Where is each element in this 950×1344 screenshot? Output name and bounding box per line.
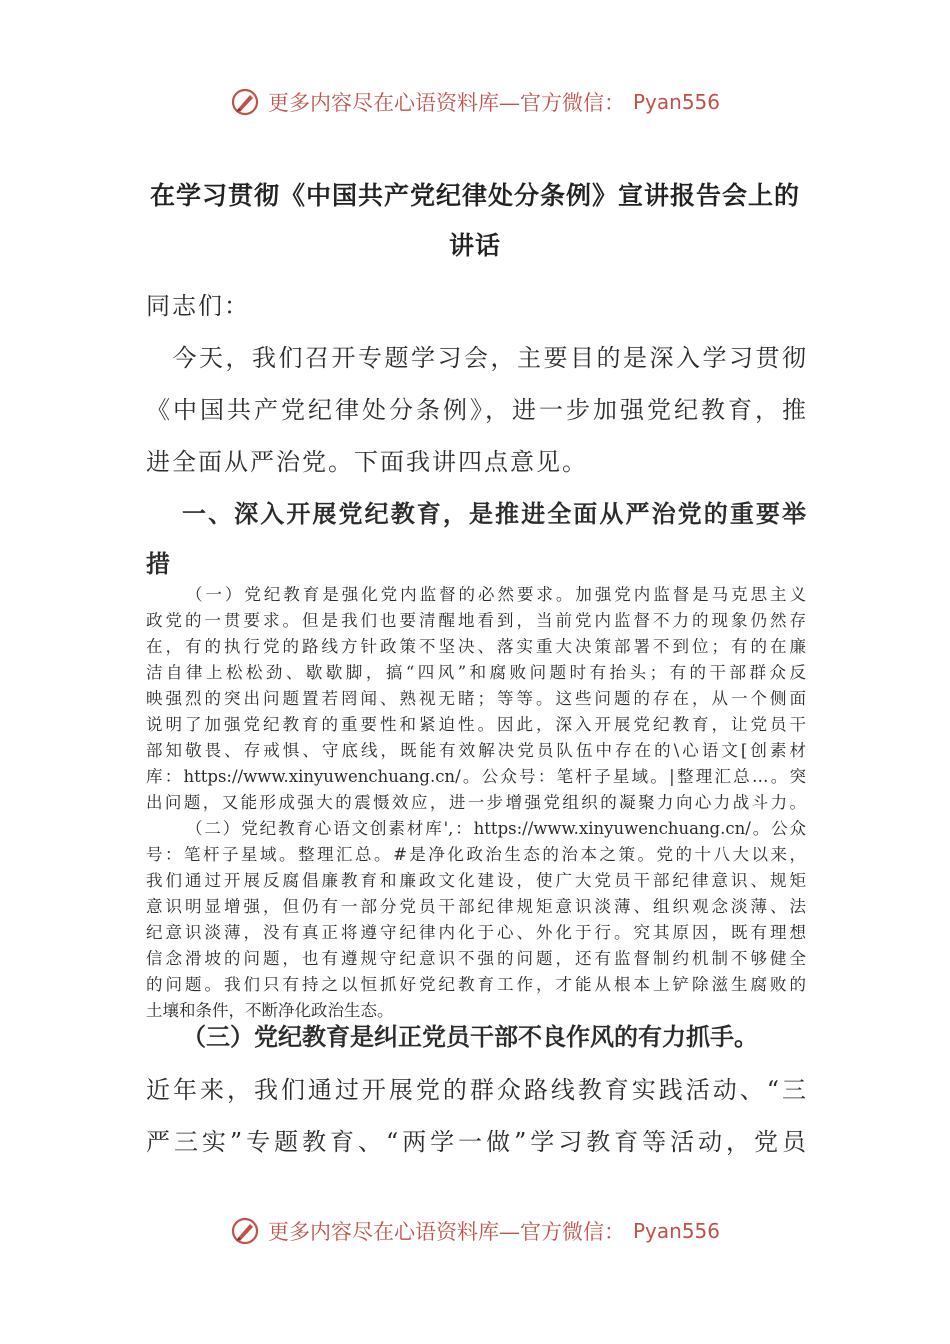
body-line: 土壤和条件，不断净化政治生态。: [146, 1001, 394, 1020]
pen-logo-icon: [230, 87, 260, 117]
watermark-handle: Pyan556: [632, 90, 720, 114]
watermark-text: 更多内容尽在心语资料库—官方微信：: [267, 91, 625, 115]
section-1-heading-line-2: 措: [146, 550, 170, 578]
pen-logo-icon: [230, 1216, 260, 1246]
body-line: 的问题。我们只有持之以恒抓好党纪教育工作，才能从根本上铲除滋生腐败的: [146, 975, 806, 994]
watermark-header: [0, 82, 950, 122]
body-line: 号：笔杆子星域。整理汇总。#是净化政治生态的治本之策。党的十八大以来，: [146, 845, 806, 864]
intro-line-1: 今天，我们召开专题学习会，主要目的是深入学习贯彻: [146, 344, 806, 372]
body-line: 政党的一贯要求。但是我们也要清醒地看到，当前党内监督不力的现象仍然存: [146, 611, 806, 630]
body-line: 说明了加强党纪教育的重要性和紧迫性。因此，深入开展党纪教育，让党员干: [146, 715, 806, 734]
tail-line-2: 严三实”专题教育、“两学一做”学习教育等活动，党员: [146, 1128, 806, 1156]
body-line: （二）党纪教育心语文创素材库',：https://www.xinyuwenchuang.cn/。公众: [186, 819, 806, 838]
body-line: 在，有的执行党的路线方针政策不坚决、落实重大决策部署不到位；有的在廉: [146, 637, 806, 656]
body-line: 出问题，又能形成强大的震慑效应，进一步增强党组织的凝聚力向心力战斗力。: [146, 793, 806, 812]
intro-line-2: 《中国共产党纪律处分条例》，进一步加强党纪教育，推: [146, 396, 806, 424]
document-title-line-1: 在学习贯彻《中国共产党纪律处分条例》宣讲报告会上的: [149, 181, 800, 210]
body-line: 意识明显增强，但仍有一部分党员干部纪律规矩意识淡薄、组织观念淡薄、法: [146, 897, 806, 916]
body-line: 映强烈的突出问题置若罔闻、熟视无睹；等等。这些问题的存在，从一个侧面: [146, 689, 806, 708]
body-line: 库：https://www.xinyuwenchuang.cn/。公众号：笔杆子星域。|整理汇总…。突: [146, 767, 806, 786]
body-line: （一）党纪教育是强化党内监督的必然要求。加强党内监督是马克思主义: [186, 585, 806, 604]
body-line: 部知敬畏、存戒惧、守底线，既能有效解决党员队伍中存在的\心语文[创素材: [146, 741, 806, 760]
body-line: 信念滑坡的问题，也有遵规守纪意识不强的问题，还有监督制约机制不够健全: [146, 949, 806, 968]
watermark-text: 更多内容尽在心语资料库—官方微信：: [267, 1220, 625, 1244]
watermark-handle: Pyan556: [632, 1219, 720, 1243]
salutation: 同志们：: [146, 292, 250, 320]
body-line: 洁自律上松松劲、歇歇脚，搞“四风”和腐败问题时有抬头；有的干部群众反: [146, 663, 806, 682]
document-title-line-2: 讲话: [448, 231, 501, 260]
tail-line-1: 近年来，我们通过开展党的群众路线教育实践活动、“三: [146, 1076, 806, 1104]
watermark-footer: [0, 1211, 950, 1251]
body-small-text: [146, 582, 806, 1024]
body-line: 我们通过开展反腐倡廉教育和廉政文化建设，使广大党员干部纪律意识、规矩: [146, 871, 806, 890]
body-line: 纪意识淡薄，没有真正将遵守纪律内化于心、外化于行。究其原因，既有理想: [146, 923, 806, 942]
section-1-heading-line-1: 一、深入开展党纪教育，是推进全面从严治党的重要举: [182, 500, 806, 528]
intro-line-3: 进全面从严治党。下面我讲四点意见。: [146, 448, 588, 476]
section-3-heading: （三）党纪教育是纠正党员干部不良作风的有力抓手。: [182, 1023, 758, 1051]
